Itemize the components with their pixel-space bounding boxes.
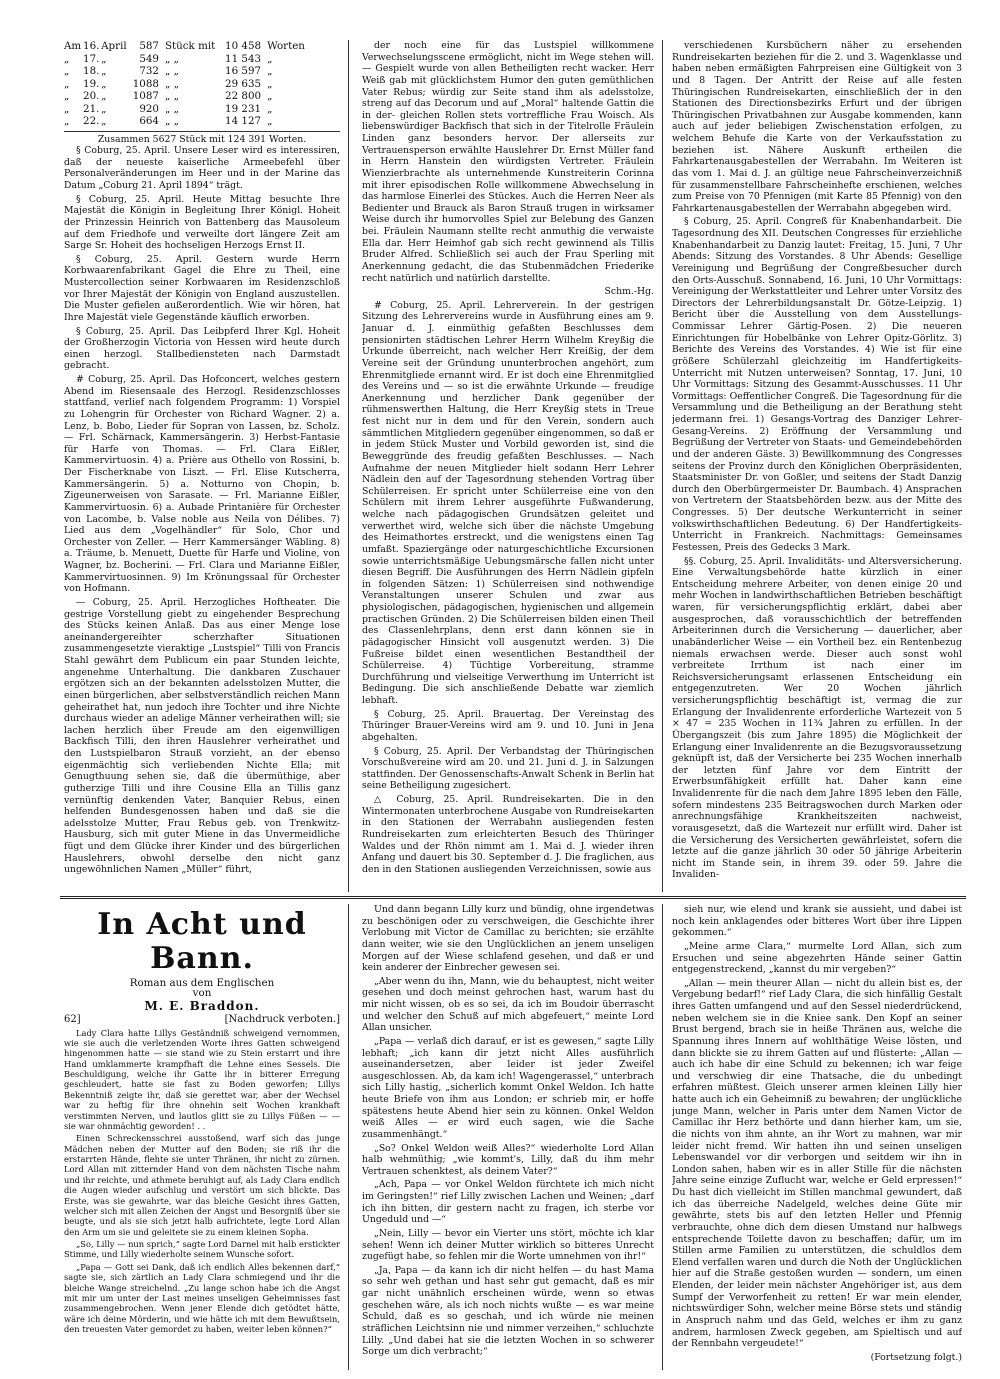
stats-count: 664	[139, 115, 159, 127]
installment-number: 62]	[64, 1014, 81, 1026]
stats-wunit: Worten	[267, 40, 305, 52]
stats-month: „	[101, 77, 107, 90]
stats-words: 11 543	[225, 52, 262, 65]
stats-words: 19 231	[225, 102, 262, 115]
stats-row	[64, 90, 309, 103]
stats-prefix: „	[64, 65, 70, 77]
column-divider	[348, 904, 349, 1370]
column-divider	[662, 40, 663, 892]
stats-row	[64, 53, 309, 66]
stats-row	[64, 40, 309, 53]
stats-words: 14 127	[225, 115, 262, 127]
stats-unit: „ „	[164, 90, 179, 102]
paragraph: „Ach, Papa — vor Onkel Weldon fürchtete ich mich nicht im Geringsten!“ rief Lilly zwischen Lachen und Weinen; „darf ich ihn bitten, dir gestern nacht zu fragen, ich sterbe vor Ungeduld und —“	[362, 1179, 654, 1226]
stats-count: 587	[139, 40, 159, 52]
stats-unit: Stück mit	[164, 40, 216, 52]
paragraph: „Allan — mein theurer Allan — nicht du allein bist es, der Vergebung bedarf!“ rief Lady Clara, die sich hinfällig Gestalt ihres Gatten umfangend und auf den Sessel niederdrückend, neben welchem sie in die Kniee sank. Den Kopf an seiner Brust bergend, brach sie in heiße Thränen aus, welche die Spannung ihres Innern auf wohlthätige Weise lösten, und dann blickte sie zu ihrem Gatten auf und flüsterte: „Allan — auch ich habe dir eine Schuld zu bekennen; ich war feige und verschwieg dir eine Thatsache, die du unbedingt erfahren müßtest. Gleich unserer armen kleinen Lilly hier hatte auch ich ein Geheimniß zu bewahren; der unglückliche junge Mann, welcher in Paris unter dem Namen Victor de Camillac ihr Herz bethörte und dann hierher kam, um sie, die nichts von ihm ahnte, an ihr Wort zu mahnen, war mir leider nicht fremd. Wir hatten ihn und seinen unseligen Lebenswandel vor dir verborgen und seitdem wir ihn in London sahen, haben wir es in aller Stille für die nächsten Jahre seine einzige Zuflucht war, welche er Geld erpressen!“ Du hast dich vielleicht im Stillen manchmal gewundert, daß ich das überreiche Nadelgeld, welches deine Güte mir gewährte, stets bis auf den letzten Heller und Pfennig verbrauchte, ohne dich dem diesen Umstand nur halbwegs entsprechende Toilette davon zu beschaffen; dafür, um im Stillen arme Familien zu unterstützen, die schuldlos dem Elend verfallen waren und durch die Noth der Unglücklichen hier auf die Straße gestoßen wurden — sondern, um einen Elenden, der leider mein nächster Angehöriger ist, aus dem Sumpf der Verworfenheit zu retten! Er war mein elender, nichtswürdiger Sohn, welcher meine Börse stets und ständig in Anspruch nahm und das Geld, welches er ihm zu ganz andrem, harmlosen Zweck gegeben, am Spieltisch und auf der Rennbahn vergeudete!“	[672, 977, 962, 1350]
stats-total: Zusammen 5627 Stück mit 124 391 Worten.	[64, 131, 340, 146]
novel-title: In Acht und Bann.	[97, 907, 307, 976]
paragraph: „Nein, Lilly — bevor ein Vierter uns stört, möchte ich klar sehen! Wenn ich deiner Mutter wirklich so bitteres Unrecht zugefügt habe, so fehlen mir die Worte umnehmen von ihr!“	[362, 1227, 654, 1263]
paragraph: § Coburg, 25. April. Brauertag. Der Vereinstag des Thüringer Brauer-Vereins wird am 9. und 10. Juni in Jena abgehalten.	[362, 708, 654, 743]
column-divider	[348, 40, 349, 892]
paragraph: § Coburg, 25. April. Unsere Leser wird es interessiren, daß der neueste kaiserliche Armeebefehl über Personalveränderungen im Heer und in der Marine das Datum „Coburg 21. April 1894“ trägt.	[64, 145, 340, 191]
novel-text-1	[64, 1028, 340, 1335]
paragraph: § Coburg, 25. April. Heute Mittag besuchte Ihre Majestät die Königin in Begleitung Ihrer Königl. Hoheit der Prinzessin Heinrich von Battenberg das Mausoleum auf dem Friedhofe und verweilte dort längere Zeit am Sarge Sr. Hoheit des hochseligen Herzogs Ernst II.	[64, 193, 340, 252]
paragraph: # Coburg, 25. April. Lehrerverein. In der gestrigen Sitzung des Lehrervereins wurde in Ausführung eines am 9. Januar d. J. einmüthig gefaßten Beschlusses dem pensionirten städtischen Lehrer Herrn Wilhelm Kreyßig die Urkunde überreicht, nach welcher Herr Kreißig, der dem Vereine seit der Gründung ununterbrochen angehört, zum Ehrenmitgliede ernannt wird. Er ist doch eine Ehrenmitglied des Vereins und — so ist die erwähnte Urkunde — freudige Anerkennung und herzlicher Dank gegenüber der rühmenswerthen Haltung, die Herr Kreyßig stets in Treue fest nicht nur in dem und für den Verein, sondern auch sämmtlichen Mitgliedern gegenüber eingenommen, so daß er in jedem Stück Muster und Vorbild geworden ist, sind die Beweggründe des freudig gefaßten Beschlusses. — Nach Aufnahme der neuen Mitglieder hielt sodann Herr Lehrer Nädlein den auf der Tagesordnung stehenden Vortrag über Schülerreisen. Er spricht unter Schülerreise eine von den Schülern mit ihrem Lehrer ausgeführte Fußwanderung, welche nach pädagogischen Grundsätzen geleitet und verwerthet wird, welche sich über die nächste Umgebung des Heimathortes erstreckt, und die wenigstens einen Tag umfaßt. Spaziergänge oder naturgeschichtliche Excursionen sowie unterrichtsmäßige Uebungsmärsche fallen nicht unter diesen Begriff. Die Ausführungen des Herrn Nädlein gipfeln in folgenden Sätzen: 1) Schülerreisen sind nothwendige Veranstaltungen unserer Schulen und zwar aus physiologischen, pädagogischen, hygienischen und allgemein practischen Gründen. 2) Die Schülerreisen bilden einen Theil des Classenlehrplans, denn erst dann können sie in pädagogischer Hinsicht voll ausgenutzt werden. 3) Die Fußreise bildet einen wesentlichen Bestandtheil der Schülerreise. 4) Tüchtige Vorbereitung, stramme Durchführung und vielseitige Verwerthung im Unterricht ist Bedingung. Die sich anschließende Debatte war ziemlich lebhaft.	[362, 299, 654, 706]
novel-byline	[64, 1015, 340, 1025]
stats-unit: „ „	[164, 77, 179, 90]
novel-text-2	[362, 904, 654, 1358]
stats-day: 21.	[83, 102, 100, 115]
stats-day: 20.	[83, 90, 100, 102]
stats-unit: „ „	[164, 115, 179, 127]
stats-row	[64, 115, 309, 128]
stats-words: 22 800	[225, 90, 262, 102]
paragraph: „So, Lilly — nun sprich,“ sagte Lord Darnel mit halb erstickter Stimme, und Lilly wiederholte seinem Wunsche sofort.	[64, 1239, 340, 1260]
paragraph: § Coburg, 25. April. Das Leibpferd Ihrer Kgl. Hoheit der Großherzogin Victoria von Hessen wird heute durch einen herzogl. Stallbediensteten nach Darmstadt gebracht.	[64, 325, 340, 372]
stats-count: 1087	[132, 90, 159, 102]
stats-prefix: Am	[64, 40, 82, 52]
paragraph: Einen Schreckensschrei ausstoßend, warf sich das junge Mädchen neben der Mutter auf den Boden; sie riß ihr die erstarrten Hände, flehte sie unter Thränen, ihr nicht zu zürnen. Lord Allan mit zitternder Hand von dem nächsten Tische nahm und ihr reichte, und athmete beruhigt auf, als Lady Clara endlich die Augen wieder aufschlug und verstört um sich blickte. Das Erste, was sie gewahrte, war das bleiche Gesicht ihres Gatten, welcher sich mit allen Zeichen der Angst und Besorgniß über sie beugte, und als sie sich jetzt halb aufrichtete, legte Lord Allan den Arm um sie und geleitete sie zu einem kleinen Sopha.	[64, 1133, 340, 1237]
stats-day: 22.	[83, 115, 100, 127]
stats-prefix: „	[64, 115, 70, 127]
paragraph: „Papa — verlaß dich darauf, er ist es gewesen,“ sagte Lilly lebhaft; „ich kann dir jetzt nicht Alles ausführlich auseinandersetzen, aber leider ist jeder Zweifel ausgeschlossen. Ab, da kam ich! Wagengerassel,“ unterbrach sich Lilly hastig, „sicherlich kommt Onkel Weldon. Ich hatte heute Briefe von ihm aus London; er schrieb mir, er hoffe spätestens heute Abend hier sein zu können. Onkel Weldon weiß Alles — er wird euch sagen, wie die Sache zusammenhängt.“	[362, 1035, 654, 1140]
stats-month: „	[101, 115, 107, 127]
stats-wunit: „	[267, 77, 273, 90]
column-2-articles	[362, 40, 654, 875]
upper-column-1	[64, 40, 340, 890]
stats-prefix: „	[64, 102, 70, 115]
stats-day: 17.	[83, 52, 100, 65]
paragraph: § Coburg, 25. April. Der Verbandstag der Thüringischen Vorschußvereine wird am 20. und 21. Juni d. J. in Salzungen stattfinden. Der Genossenschafts-Anwalt Schenk in Berlin hat seine Betheiligung zugesichert.	[362, 745, 654, 792]
paragraph: # Coburg, 25. April. Das Hofconcert, welches gestern Abend im Riesensaale des Herzogl. Residenzschlosses stattfand, verlief nach folgendem Programm: 1) Vorspiel zu Lohengrin für Orchester von Richard Wagner. 2) a. Lenz, b. Bobo, Lieder für Sopran von Lassen, bz. Scholz. — Frl. Schärnack, Kammersängerin. 3) Herbst-Fantasie für Harfe von Thomas. — Frl. Clara Eißler, Kammervirtuosin. 4) a. Prière aus Othello von Rossini, b. Der Fischerknabe von Liszt. — Frl. Elise Kutscherra, Kammersängerin. 5) a. Notturno von Chopin, b. Zigeunerweisen von Sarasate. — Frl. Marianne Eißler, Kammervirtuosin. 6) a. Aubade Printanière für Orchester von Lacombe, b. Valse noble aus Neila von Délibes. 7) Lied aus dem „Vogelhändler“ für Solo, Chor und Orchester von Zeller. — Herr Kammersänger Wäbling. 8) a. Träume, b. Menuett, Duette für Harfe und Violine, von Wagner, bz. Bocherini. — Frl. Clara und Marianne Eißler, Kammervirtuosinnen. 9) Im Krönungssaal für Orchester von Hofmann.	[64, 374, 340, 595]
stats-month: „	[101, 102, 107, 115]
stats-month: „	[101, 90, 107, 102]
paragraph: § Coburg, 25. April. Gestern wurde Herrn Korbwaarenfabrikant Gagel die Ehre zu Theil, eine Mustercollection seiner Korbwaaren im Residenzschloß vor Ihrer Majestät der Königin von England auszustellen. Die Muster gefielen außerordentlich. Wie wir hören, hat Ihre Majestät viele Gegenstände käuflich erworben.	[64, 253, 340, 323]
stats-day: 19.	[83, 77, 100, 90]
stats-wunit: „	[267, 90, 273, 102]
novel-text-3	[672, 904, 962, 1363]
paragraph: §§. Coburg, 25. April. Invaliditäts- und Altersversicherung. Eine Verwaltungsbehörde hatte kürzlich in einer Entscheidung mehrere Arbeiter, von denen einige 20 und mehr Wochen in landwirthschaftlichen Betrieben beschäftigt waren, für versicherungspflichtig erklärt, dabei aber ausgesprochen, daß vorausschichtlich der betreffenden Arbeiterinnen durch die Versicherung — dauerlicher, aber unabänderlicher Weise — ein Vortheil bez. ein Rentenbezug niemals erwachsen werde. Dieser auch sonst wohl verbreitete Irrthum ist nach einer im Reichsversicherungsamt erlassenen Entscheidung ein entgegenzutreten. Wer 20 Wochen jährlich versicherungspflichtig beschäftigt ist, vermag die zur Erlangung der Invalidenrente erforderliche Wartezeit von 5 × 47 = 235 Wochen in 11¾ Jahren zu erfüllen. In der Übergangszeit (bis zum Jahre 1895) die Möglichkeit der Erlangung einer Invalidenrente an die Bezugsvoraussetzung geknüpft ist, daß der Versicherte bei 235 Wochen innerhalb der letzten fünf Jahre vor dem Eintritt der Erwerbsunfähigkeit erfüllt hat. Daher kann eine Invalidenrente für die nach dem Jahre 1895 leben den Fälle, sofern mindestens 235 Beitragswochen durch Marken oder anrechnungsfähige Krankheitszeiten nachweist, vorausgesetzt, daß die Wartezeit nur erfüllt wird. Daher ist die Versicherung des Versicherten gewährleistet, sofern die letzte auf die ganze jährlich 30 oder 50 jährige Arbeiterin nicht im Stande sein, in ihrem 39. oder 59. Jahre die Invaliden-	[672, 555, 962, 881]
upper-column-3	[672, 40, 962, 890]
paragraph: „Papa — Gott sei Dank, daß ich endlich Alles bekennen darf,“ sagte sie, sich zärtlich an Lady Clara schmiegend und ihr die bleiche Wange streichelnd. „Zu lange schon habe ich die Angst mit mir um unter der Last meines unseligen Geheimnisses fast zusammengebrochen. Wenn jener Elende dich getödtet hätte, wäre ich deine Mörderin, und wie hätte ich mit dem Bewußtsein, den treuesten Vater gemordet zu haben, weiter leben können?“	[64, 1261, 340, 1334]
paragraph: Und dann begann Lilly kurz und bündig, ohne irgendetwas zu beschönigen oder zu verschweigen, die Geschichte ihrer Verlobung mit Victor de Camillac zu berichten; sie erzählte dann weiter, wie sie den Unglücklichen an jenem unseligen Morgen auf der Wiese schlafend gesehen, und daß er und kein anderer der Einbrecher gewesen sei.	[362, 904, 654, 974]
novel-author: M. E. Braddon.	[144, 998, 260, 1013]
stats-row	[64, 78, 309, 91]
stats-prefix: „	[64, 77, 70, 90]
stats-wunit: „	[267, 52, 273, 65]
stats-table	[64, 40, 309, 128]
stats-row	[64, 103, 309, 116]
stats-month: „	[101, 52, 107, 65]
novel-column-1	[64, 904, 340, 1364]
stats-wunit: „	[267, 65, 273, 77]
paragraph: verschiedenen Kursbüchern näher zu ersehenden Rundreisekarten beziehen für die 2. und 3. Wagenklasse und haben neben ermäßigten Fahrpreisen eine Gültigkeit von 3 und 8 Tagen. Der Antritt der Reise auf alle festen Thüringischen Rundreisekarten, einschließlich der in den Stationen des Directionsbezirks Erfurt und der übrigen Thüringischen Privatbahnen zur Ausgabe kommenden, kann auch auf jeder beliebigen Zwischenstation erfolgen, zu welchem Behufe die Karte von der Verkaufsstation zu beziehen ist. Nähere Auskunft ertheilen die Fahrkartenausgabestellen der Werrabahn. Im Weiteren ist das vom 1. Mai d. J. an gültige neue Fahrscheinverzeichniß für zusammenstellbare Fahrscheinhefte erschienen, welches zum Preise von 70 Pfennigen (mit Karte 85 Pfennig) von den Fahrkartenausgabestellen der Werrabahn abgegeben wird.	[672, 40, 962, 214]
stats-words: 10 458	[225, 40, 262, 52]
column-3-articles	[672, 40, 962, 881]
paragraph: „So? Onkel Weldon weiß Alles?“ wiederholte Lord Allan halb wehmüthig; „wie kommt's, Lilly, daß du ihm mehr Vertrauen schenktest, als deinem Vater?“	[362, 1142, 654, 1177]
paragraph: Lady Clara hatte Lillys Geständniß schweigend vernommen, wie sie auch die verletzenden Worte ihres Gatten schweigend hingenommen hatte — sie stand wie zu Stein erstarrt und ihre Hand umklammerte krampfhaft die Lehne eines Sessels. Die Beschuldigung, welche ihr Gatte ihr in bitterer Erregung geschleudert, hatte sie fast zu Boden geworfen; Lillys Bekenntniß zeigte ihr, daß sie gerettet war, aber der Wechsel war zu heftig für ihre ohnehin seit Wochen krankhaft verstimmten Nerven, und lautlos glitt sie zu Lillys Füßen — — sie war ohnmächtig geworden! . .	[64, 1027, 340, 1131]
paragraph: — Coburg, 25. April. Herzogliches Hoftheater. Die gestrige Vorstellung giebt zu eingehender Besprechung des Stücks keinen Anlaß. Das aus einer Menge lose aneinandergereihter scherzhafter Situationen zusammengesetzte vieraktige „Lustspiel“ Tilli von Francis Stahl gewährt dem Publicum ein paar Stunden leichte, angenehme Unterhaltung. Die dankbaren Zuschauer ergötzen sich an der bekannten adelsstolzen Mutter, die einen bürgerlichen, aber selbstverständlich reichen Mann geheirathet hat, nun jedoch ihre Tochter und ihre Nichte durchaus wieder an adelige Männer verheirathen will; sie lachen herzlich über Freude am den eigenwilligen Backfisch Tilli, den ihren Hauslehrer verheirathet und den Lustspielbaron Strauß vorzieht, an der ebenso eigenmächtig sich verliebenden Nichte Ella; mit Genugthuung sehen sie, daß die übermüthige, aber gutherzige Tilli und ihre Cousine Ella an Tillis ganz vernünftig denkenden Vater, Banquier Rebus, einen helfenden Bundesgenossen haben und daß sie die adelsstolze Mutter, Frau Rebus geb. von Trenkwitz-Hausburg, sich mit guter Miene in das Unvermeidliche fügt und dem Glücke ihrer Kinder und des bürgerlichen Hauslehrers, obwohl derselbe den nicht ganz ungewöhnlichen Namen „Müller“ führt,	[64, 596, 340, 876]
stats-unit: „ „	[164, 102, 179, 115]
stats-words: 16 597	[225, 65, 262, 77]
stats-day: 18.	[83, 65, 100, 77]
stats-wunit: „	[267, 102, 273, 115]
stats-month: „	[101, 65, 107, 77]
stats-unit: „ „	[164, 52, 179, 65]
stats-count: 732	[139, 65, 159, 77]
column-1-articles	[64, 145, 340, 876]
paragraph: § Coburg, 25. April. Congreß für Knabenhandarbeit. Die Tagesordnung des XII. Deutschen Congresses für erziehliche Knabenhandarbeit zu Danzig lautet: Freitag, 15. Juni, 7 Uhr Abends: Sitzung des Vorstandes. 8 Uhr Abends: Gesellige Vereinigung und Begrüßung der Congreßbesucher durch den Orts-Ausschuß. Sonnabend, 16. Juni, 10 Uhr Vormittags: Vereinigung der Werkstattleiter und Lehrer unter Vorsitz des Directors der Lehrerbildungsanstalt Dr. Götze-Leipzig. 1) Bericht über die Ausstellung von dem Ausstellungs-Commissar Lehrer Gärtig-Posen. 2) Die neueren Einrichtungen für Hobelbänke von Lehrer Opitz-Görlitz. 3) Berichte des Vereins des Vorstandes. 4) Wie ist für eine größere Schülerzahl gleichzeitig im Handfertigkeits-Unterricht mit Nutzen unterweisen? Sonntag, 17. Juni, 10 Uhr Vormittags: Sitzung des Gesammt-Ausschusses. 11 Uhr Vormittags: Oeffentlicher Congreß. Die Tagesordnung für die Versammlung und die Betheiligung an der Berathung steht jedermann frei. 1) Gesangs-Vortrag des Danziger Lehrer-Gesang-Vereins. 2) Eröffnung der Versammlung und Begrüßung der Vertreter von Staats- und Gemeindebehörden und der anderen Gäste. 3) Bewillkommnung des Congresses seitens der Provinz durch den Königlichen Oberpräsidenten, Staatsminister Dr. von Goßler, und seitens der Stadt Danzig durch den Oberbürgermeister Dr. Baumbach. 4) Ansprachen von Vertretern der Staatsbehörden bezw. aus der Mitte des Congresses. 5) Der deutsche Werkunterricht in seiner volkswirthschaftlichen Bedeutung. 6) Der Handfertigkeits-Unterricht in Frankreich. Nachmittags: Gemeinsames Festessen, Preis des Gedecks 3 Mark.	[672, 216, 962, 553]
novel-column-3	[672, 904, 962, 1370]
stats-count: 920	[139, 102, 159, 115]
stats-words: 29 635	[225, 77, 262, 90]
paragraph: der noch eine für das Lustspiel willkommene Verwechselungsscene ermöglicht, nicht im Wege stehen will. — Gespielt wurde von allen Betheiligten recht wacker. Herr Weiß gab mit glücklichstem Humor den guten gemüthlichen Vater Rebus; würdig zur Seite stand ihm als adelsstolze, streng auf das Decorum und auf „Moral“ haltende Gattin die in der- gleichen Rollen stets vortreffliche Frau Woisch. Als liebenswürdiger Backfisch that sich in der Titelrolle Fräulein Linden ganz besonders hervor. Der allerseits zur Vertrauensperson erwählte Hauslehrer Dr. Ernst Müller fand in Herrn Hanstein den würdigsten Vertreter. Fräulein Wienzierbrachte als unternehmende Kunstreiterin Corinna mit ihrer episodischen Rolle willkommene Abwechselung in das harmlose Einerlei des Stückes. Auch die Herren Neer als Bedienter und Brauck als Baron Strauß trugen in wirksamer Weise durch ihr humorvolles Spiel zur Belebung des Ganzen bei. Fräulein Naumann stellte recht anmuthig die verwaiste Ella dar. Herr Heimhof gab sich recht gewinnend als Tillis Bruder Alfred. Schließlich sei auch der Frau Sperling mit Anerkennung gedacht, die das Stubenmädchen Friederike recht natürlich und natürlich darstellte.	[362, 40, 654, 284]
stats-wunit: „	[267, 115, 273, 127]
feuilleton-divider	[60, 896, 966, 899]
paragraph: „Aber wenn du ihn, Mann, wie du behauptest, nicht weiter gesehen und doch meinst gehrochen hast, warum hast du mir nicht wissen, ob es so sei, da ich im Boudoir überrascht und welcher den Schuß auf mich abgefeuert,“ meinte Lord Allan unsicher.	[362, 975, 654, 1034]
stats-day: 16.	[83, 40, 100, 52]
paragraph: „Ja, Papa — da kann ich dir nicht helfen — du hast Mama so sehr weh gethan und hast sehr gut gemacht, daß es mir gar nicht unähnlich erscheinen würde, wenn so etwas geschehen wäre, als ich noch nichts wußte — es war meine Schuld, daß es so geschah, und ich würde nie meinen sträflichen Leichtsinn nie und nimmer verzeihen,“ schluchzte Lilly. „Und dabei hat sie die letzten Wochen in so schwerer Sorge um dich verbracht;“	[362, 1264, 654, 1358]
stats-unit: „ „	[164, 65, 179, 77]
stats-count: 1088	[132, 77, 159, 90]
novel-column-2	[362, 904, 654, 1370]
paragraph: sieh nur, wie elend und krank sie aussieht, und dabei ist noch kein anklagendes oder bitteres Wort über ihre Lippen gekommen.“	[672, 904, 962, 939]
stats-row	[64, 65, 309, 78]
novel-subtitle: Roman aus dem Englischen	[129, 977, 275, 989]
paragraph: „Meine arme Clara,“ murmelte Lord Allan, sich zum Ersuchen und seine abgezehrten Hände seiner Gattin entgegenstreckend, „kannst du mir vergeben?“	[672, 940, 962, 976]
stats-prefix: „	[64, 52, 70, 65]
paragraph: Schm.-Hg.	[604, 286, 654, 298]
upper-column-2	[362, 40, 654, 890]
column-divider	[662, 904, 663, 1370]
paragraph: (Fortsetzung folgt.)	[870, 1351, 962, 1363]
novel-von: von	[192, 987, 212, 1000]
reprint-notice: [Nachdruck verboten.]	[224, 1014, 340, 1026]
paragraph: △ Coburg, 25. April. Rundreisekarten. Die in den Wintermonaten unterbrochene Ausgabe von Rundreisekarten in den Stationen der Werrabahn ausliegenden festen Rundreisekarten zum erleichterten Besuch des Thüringer Waldes und der Rhön nimmt am 1. Mai d. J. wieder ihren Anfang und dauert bis 30. September d. J. Die fraglichen, aus den in den Stationen ausliegenden Verzeichnissen, sowie aus	[362, 794, 654, 875]
stats-month: April	[101, 40, 127, 52]
stats-prefix: „	[64, 90, 70, 102]
stats-count: 549	[139, 52, 159, 65]
